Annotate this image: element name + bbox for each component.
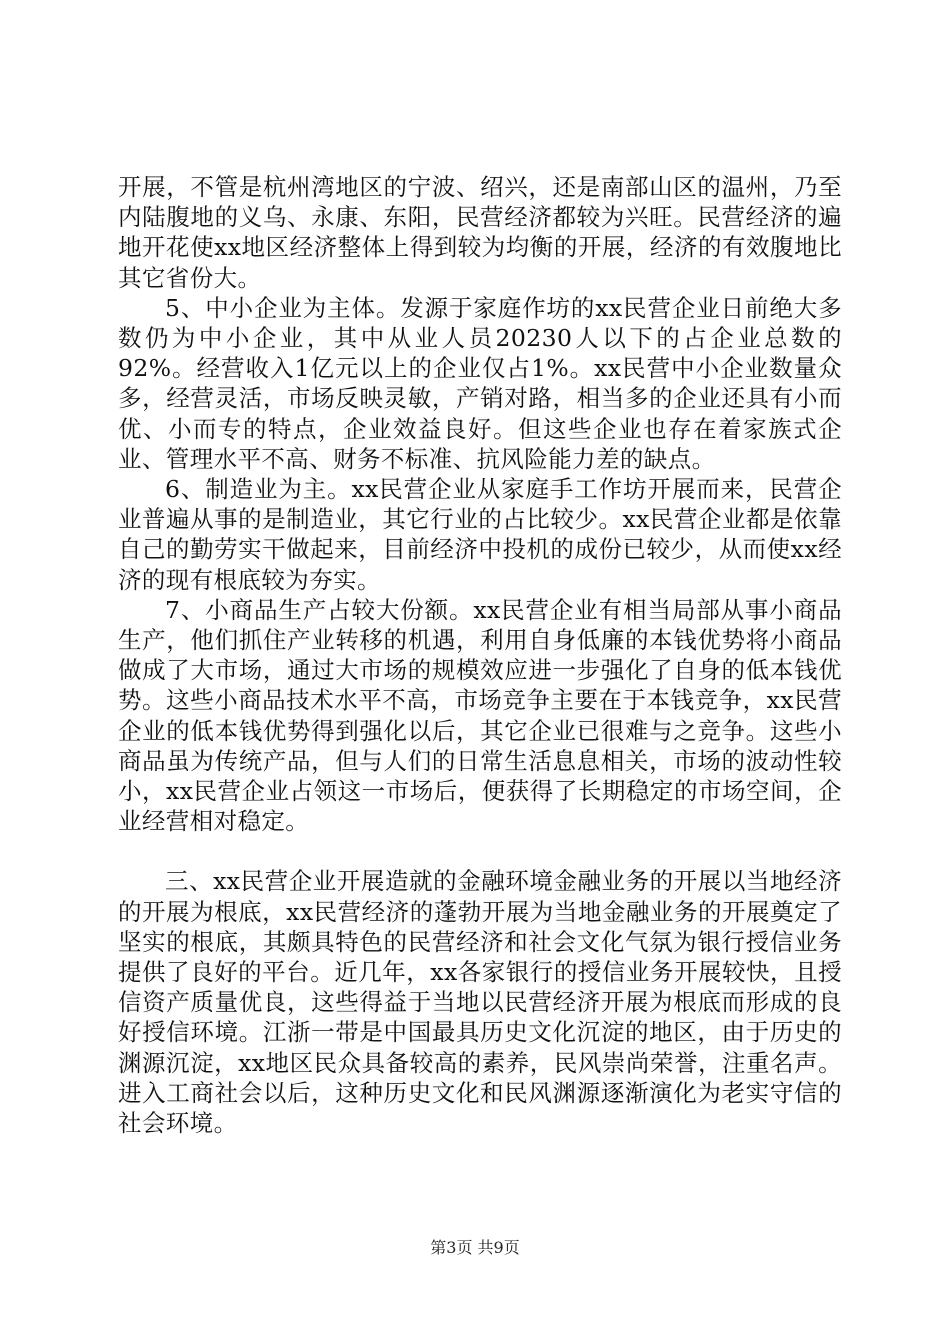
paragraph-continuation: 开展，不管是杭州湾地区的宁波、绍兴，还是南部山区的温州，乃至内陆腹地的义乌、永康、东阳，民营经济都较为兴旺。民营经济的遍地开花使xx地区经济整体上得到较为均衡的开展，经济的有效腹地比其它省份大。 bbox=[118, 173, 842, 292]
paragraph-item-5: 5、中小企业为主体。发源于家庭作坊的xx民营企业日前绝大多数仍为中小企业，其中从业人员20230人以下的占企业总数的92%。经营收入1亿元以上的企业仅占1%。xx民营中小企业数量众多，经营灵活，市场反映灵敏，产销对路，相当多的企业还具有小而优、小而专的特点，企业效益良好。但这些企业也存在着家族式企业、管理水平不高、财务不标准、抗风险能力差的缺点。 bbox=[118, 293, 842, 473]
paragraph-section-3: 三、xx民营企业开展造就的金融环境金融业务的开展以当地经济的开展为根底，xx民营经济的蓬勃开展为当地金融业务的开展奠定了坚实的根底，其颇具特色的民营经济和社会文化气氛为银行授信业务提供了良好的平台。近几年，xx各家银行的授信业务开展较快，且授信资产质量优良，这些得益于当地以民营经济开展为根底而形成的良好授信环境。江浙一带是中国最具历史文化沉淀的地区，由于历史的渊源沉淀，xx地区民众具备较高的素养，民风崇尚荣誉，注重名声。进入工商社会以后，这种历史文化和民风渊源逐渐演化为老实守信的社会环境。 bbox=[118, 867, 842, 1138]
paragraph-item-7: 7、小商品生产占较大份额。xx民营企业有相当局部从事小商品生产，他们抓住产业转移的机遇，利用自身低廉的本钱优势将小商品做成了大市场，通过大市场的规模效应进一步强化了自身的低本钱优势。这些小商品技术水平不高，市场竞争主要在于本钱竞争，xx民营企业的低本钱优势得到强化以后，其它企业已很难与之竞争。这些小商品虽为传统产品，但与人们的日常生活息息相关，市场的波动性较小，xx民营企业占领这一市场后，便获得了长期稳定的市场空间，企业经营相对稳定。 bbox=[118, 595, 842, 836]
page-footer: 第3页 共9页 bbox=[430, 1238, 520, 1257]
document-body bbox=[118, 172, 842, 1138]
paragraph-item-6: 6、制造业为主。xx民营企业从家庭手工作坊开展而来，民营企业普遍从事的是制造业，其它行业的占比较少。xx民营企业都是依靠自己的勤劳实干做起来，目前经济中投机的成份已较少，从而使xx经济的现有根底较为夯实。 bbox=[118, 475, 842, 594]
